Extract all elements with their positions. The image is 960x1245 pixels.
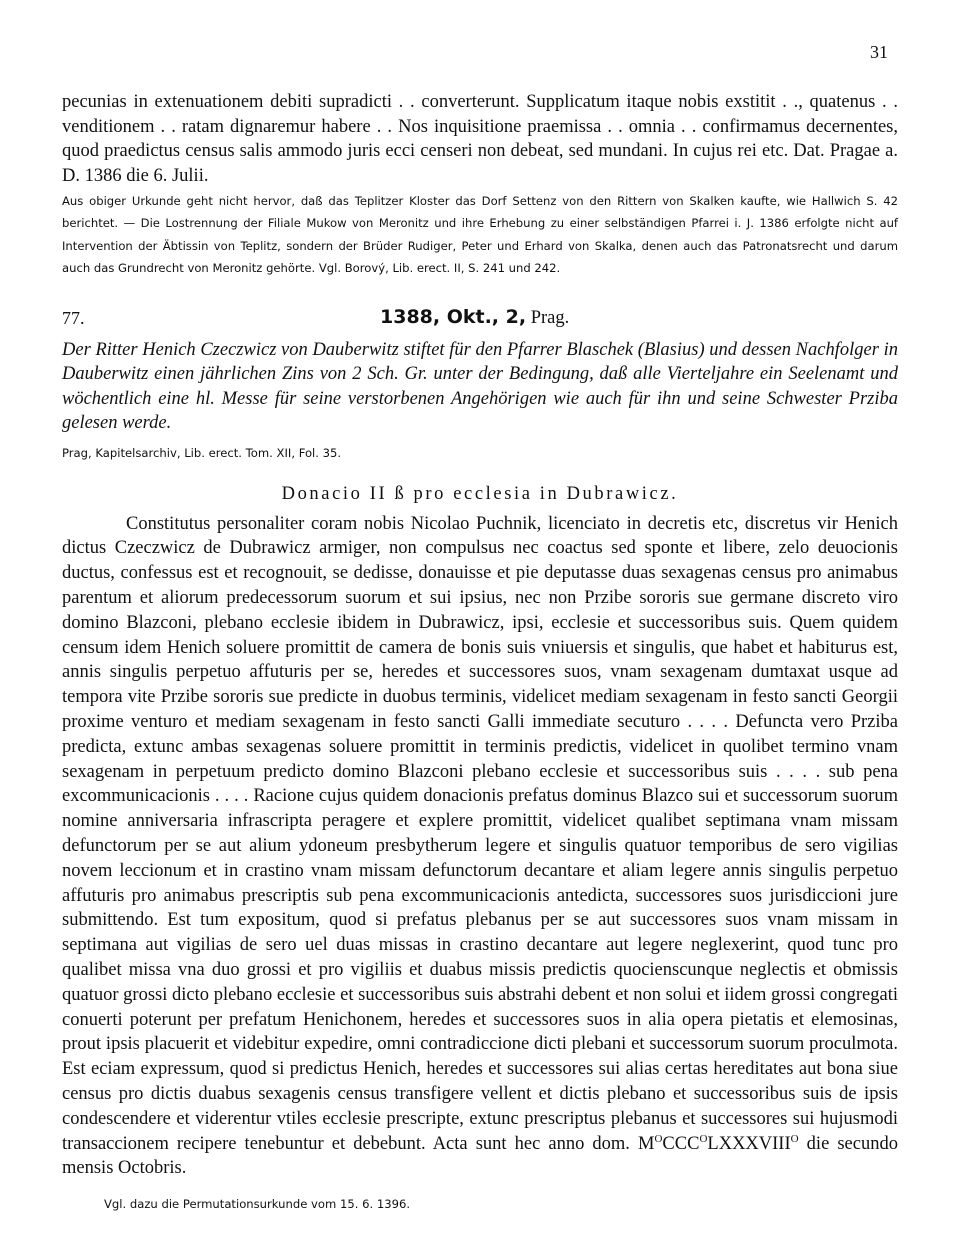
page-content bbox=[62, 90, 898, 1211]
opening-note: Aus obiger Urkunde geht nicht hervor, daß das Teplitzer Kloster das Dorf Settenz von den Rittern von Skalken kaufte, wie Hallwich S. 42 berichtet. — Die Lostrennung der Filiale Mukow von Meronitz und ihre Erhebung zu einer selbständigen Pfarrei i. J. 1386 erfolgte nicht auf Intervention der Äbtissin von Teplitz, sondern der Brüder Rudiger, Peter und Erhard von Skalka, denen auch das Patronatsrecht und darum auch das Grundrecht von Meronitz gehörte. Vgl. Borový, Lib. erect. II, S. 241 und 242. bbox=[62, 194, 898, 276]
body-text-end: die secundo mensis Octobris. bbox=[62, 1133, 898, 1179]
year-superscript-3: O bbox=[790, 1132, 799, 1145]
body-text-main: Constitutus personaliter coram nobis Nicolao Puchnik, licenciato in decretis etc, discretus vir Henich dictus Czeczwicz de Dubrawicz armiger, non compulsus nec coactus sed sponte et libere, zelo deuocionis ductus, confessus est et recognouit, se dedisse, donauisse et pie deputasse duas sexagenas census pro animabus parentum et aliorum predecessorum suorum et sui ipsius, nec non Przibe sororis sue germane discreto viro domino Blazconi, plebano ecclesie ibidem in Dubrawicz, ipsi, ecclesie et successoribus suis. Quem quidem censum idem Henich soluere promittit de camera de bonis suis vniuersis et singulis, que habet et habiturus est, annis singulis perpetuo affuturis per se, heredes et successores suos, vnam sexagenam dumtaxat usque ad tempora vite Przibe sororis sue predicte in duobus terminis, videlicet mediam sexagenam in festo sancti Georgii proxime venturo et mediam sexagenam in festo sancti Galli immediate secuturo . . . . Defuncta vero Prziba predicta, extunc ambas sexagenas soluere promittit in terminis predictis, videlicet in quolibet termino vnam sexagenam in perpetuum predicto domino Blazconi plebano ecclesie et successoribus suis . . . . sub pena excommunicacionis . . . . Racione cujus quidem donacionis prefatus dominus Blazco sui et successorum suorum nomine anniversaria infrascripta peragere et explere promittit, videlicet qualibet septimana vnam missam defunctorum per se aut alium ydoneum presbytherum legere et singulis quatuor temporibus de sero vigilias novem leccionum et in crastino vnam missam defunctorum decantare et aliam legere annis singulis perpetuo affuturis pro animabus prescriptis sub pena excommunicacionis antedicta, successores suos jurisdiccioni jure submittendo. Est tum expositum, quod si prefatus plebanus per se aut successores suos vnam missam in septimana aut vigilias de sero uel duas missas in crastino decantare aut legere neglexerint, quod tunc pro qualibet missa vna duo grossi et pro vigiliis et duabus missis predictis quocienscunque neglectis et obmissis quatuor grossi dicto plebano ecclesie et successoribus suis abstrahi debent et non solui et iidem grossi congregati conuerti poterunt per prefatum Henichonem, heredes et successores suos in alia opera pietatis et elemosinas, prout ipsis placuerit et videbitur expedire, omni contradiccione dicti plebani et successorum suorum proculmota. Est eciam expressum, quod si predictus Henich, heredes et successores sui alias certas hereditates aut bona siue census pro dictis duabus sexagenis census transfigere vellent et dictis plebano et successoribus suis de ipsis condescendere et viderentur vtiles ecclesie prescripte, extunc prescriptus plebanus et successores sui hujusmodi transaccionem recipere tenebuntur et debebunt. Acta sunt hec anno dom. M bbox=[62, 513, 898, 1154]
page-number: 31 bbox=[870, 42, 888, 62]
entry-number: 77. bbox=[62, 307, 85, 328]
entry-source: Prag, Kapitelsarchiv, Lib. erect. Tom. XII, Fol. 35. bbox=[62, 445, 342, 460]
document-body bbox=[62, 512, 898, 1182]
year-superscript-2: O bbox=[699, 1132, 708, 1145]
entry-summary: Der Ritter Henich Czeczwicz von Dauberwitz stiftet für den Pfarrer Blaschek (Blasius) und dessen Nachfolger in Dauberwitz einen jährlichen Zins von 2 Sch. Gr. unter der Bedingung, daß alle Vierteljahre ein Seelenamt und wöchentlich eine hl. Messe für seine verstorbenen Angehörigen wie auch für ihn und seine Schwester Prziba gelesen werde. bbox=[62, 339, 898, 434]
entry-heading bbox=[62, 306, 898, 334]
document-title: Donacio II ß pro ecclesia in Dubrawicz. bbox=[281, 483, 679, 504]
entry-date: 1388, Okt., 2, bbox=[380, 305, 527, 328]
entry-date-place bbox=[380, 306, 569, 329]
entry-place: Prag. bbox=[530, 307, 570, 328]
year-superscript-1: O bbox=[654, 1132, 663, 1145]
year-part-2: CCC bbox=[662, 1133, 700, 1154]
opening-text: pecunias in extenuationem debiti supradicti . . converterunt. Supplicatum itaque nobis exstitit . ., quatenus . . venditionem . . ratam dignaremur habere . . Nos inquisitione praemissa . . omnia . . confirmamus decernentes, quod praedictus census salis ammodo juris ecci censeri non debeat, sed mundani. In cujus rei etc. Dat. Pragae a. D. 1386 die 6. Julii. bbox=[62, 92, 898, 186]
year-part-3: LXXXVIII bbox=[707, 1133, 791, 1154]
reference-note: Vgl. dazu die Permutationsurkunde vom 15. 6. 1396. bbox=[104, 1197, 411, 1212]
